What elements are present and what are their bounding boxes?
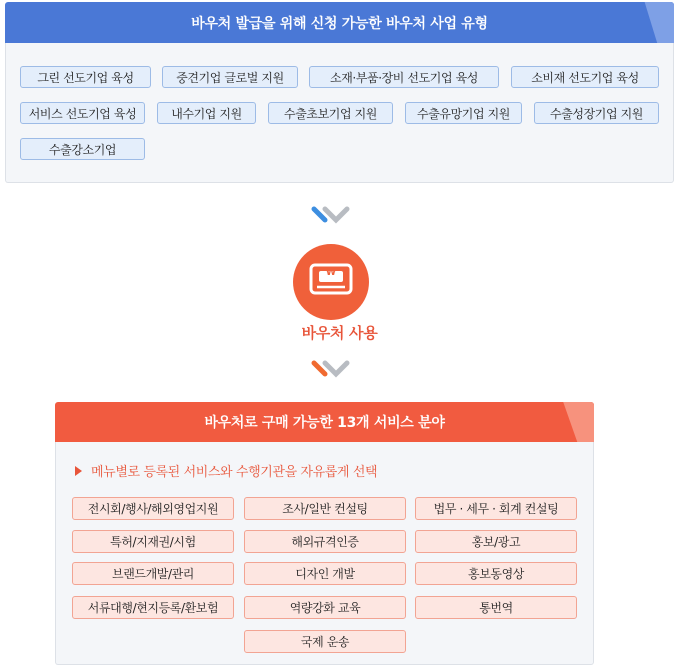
voucher-type-tag: 소재·부품·장비 선도기업 육성 bbox=[309, 66, 499, 88]
voucher-type-tag: 소비재 선도기업 육성 bbox=[511, 66, 659, 88]
service-tag: 국제 운송 bbox=[244, 630, 406, 653]
service-tag: 홍보동영상 bbox=[415, 562, 577, 585]
voucher-types-header bbox=[5, 2, 674, 43]
header-corner-decoration bbox=[632, 2, 674, 43]
chevron-down-icon bbox=[311, 358, 351, 380]
voucher-type-tag: 수출성장기업 지원 bbox=[534, 102, 659, 124]
service-selection-note bbox=[75, 461, 377, 480]
service-tag: 해외규격인증 bbox=[244, 530, 406, 553]
won-symbol: ₩ bbox=[326, 268, 336, 278]
triangle-bullet-icon bbox=[75, 466, 82, 476]
voucher-usage-label: 바우처 사용 bbox=[301, 324, 378, 342]
voucher-type-tag: 그린 선도기업 육성 bbox=[20, 66, 151, 88]
voucher-type-tag: 서비스 선도기업 육성 bbox=[20, 102, 145, 124]
voucher-type-tag: 중견기업 글로벌 지원 bbox=[162, 66, 298, 88]
service-selection-note-text: 메뉴별로 등록된 서비스와 수행기관을 자유롭게 선택 bbox=[91, 465, 378, 480]
service-tag: 브랜드개발/관리 bbox=[72, 562, 234, 585]
voucher-types-title: 바우처 발급을 위해 신청 가능한 바우처 사업 유형 bbox=[191, 15, 488, 32]
voucher-type-tag: 수출강소기업 bbox=[20, 138, 145, 160]
service-fields-header bbox=[55, 402, 594, 442]
voucher-type-tag: 수출유망기업 지원 bbox=[405, 102, 522, 124]
service-tag: 홍보/광고 bbox=[415, 530, 577, 553]
chevron-down-icon bbox=[311, 204, 351, 226]
service-tag: 서류대행/현지등록/환보험 bbox=[72, 596, 234, 619]
service-tag: 조사/일반 컨설팅 bbox=[244, 497, 406, 520]
header-corner-decoration bbox=[550, 402, 594, 442]
voucher-type-tag: 내수기업 지원 bbox=[157, 102, 256, 124]
service-tag: 특허/지재권/시험 bbox=[72, 530, 234, 553]
voucher-type-tag: 수출초보기업 지원 bbox=[268, 102, 393, 124]
service-fields-title: 바우처로 구매 가능한 13개 서비스 분야 bbox=[204, 415, 445, 431]
service-tag: 디자인 개발 bbox=[244, 562, 406, 585]
service-tag: 통번역 bbox=[415, 596, 577, 619]
service-tag: 법무 · 세무 · 회계 컨설팅 bbox=[415, 497, 577, 520]
service-tag: 전시회/행사/해외영업지원 bbox=[72, 497, 234, 520]
service-tag: 역량강화 교육 bbox=[244, 596, 406, 619]
